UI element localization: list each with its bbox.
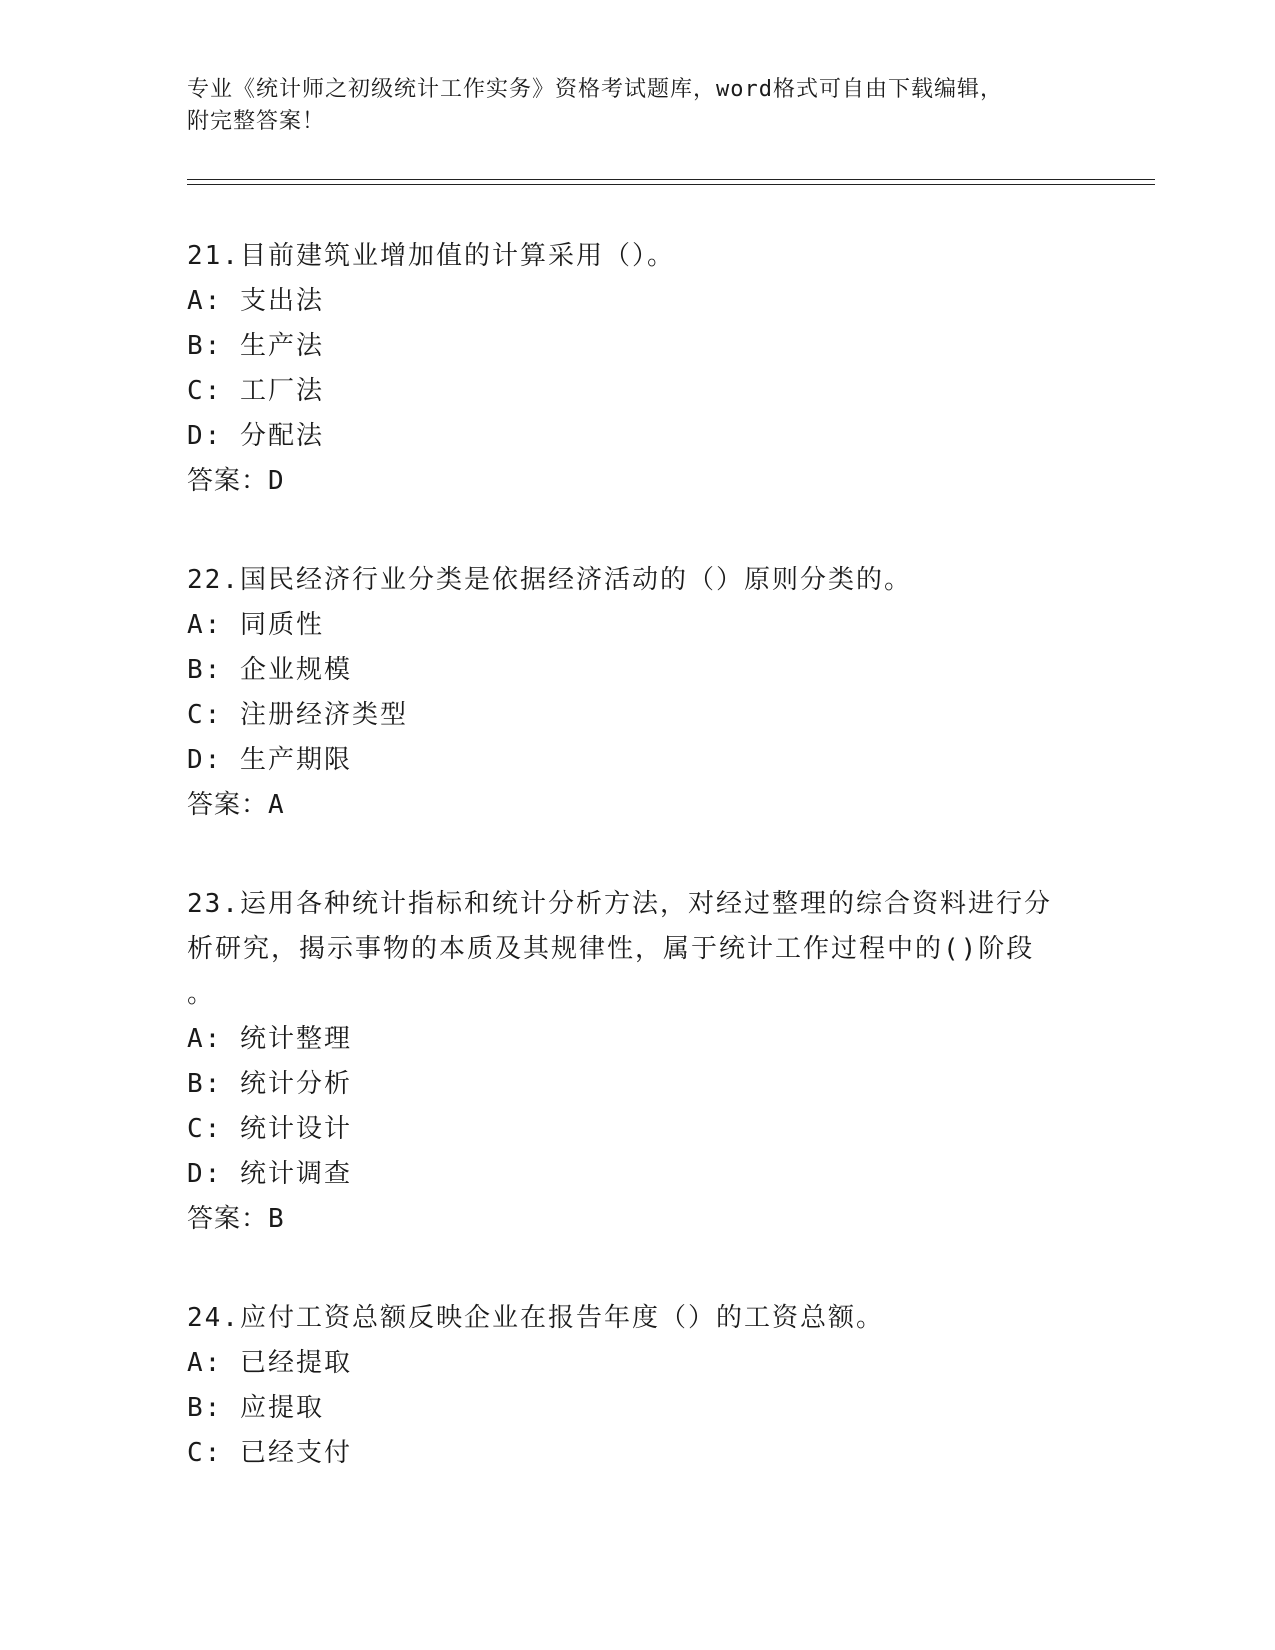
question-stem: 22.国民经济行业分类是依据经济活动的（）原则分类的。 <box>187 565 912 595</box>
option-a: A: 同质性 <box>187 610 324 640</box>
document-header <box>187 74 1087 138</box>
option-b: B: 统计分析 <box>187 1069 352 1099</box>
question-list <box>187 234 1087 1530</box>
option-a: A: 支出法 <box>187 286 324 316</box>
question-24 <box>187 1296 1087 1476</box>
option-b: B: 生产法 <box>187 331 324 361</box>
option-d: D: 统计调查 <box>187 1159 352 1189</box>
question-stem-line-1: 23.运用各种统计指标和统计分析方法，对经过整理的综合资料进行分 <box>187 889 1052 919</box>
question-21 <box>187 234 1087 504</box>
option-b: B: 应提取 <box>187 1393 324 1423</box>
answer-line: 答案：D <box>187 466 285 496</box>
option-c: C: 注册经济类型 <box>187 700 408 730</box>
header-line-2: 附完整答案！ <box>187 109 326 134</box>
option-b: B: 企业规模 <box>187 655 352 685</box>
option-a: A: 统计整理 <box>187 1024 352 1054</box>
question-stem: 24.应付工资总额反映企业在报告年度（）的工资总额。 <box>187 1303 884 1333</box>
question-stem-line-2: 析研究，揭示事物的本质及其规律性，属于统计工作过程中的()阶段 <box>187 934 1035 964</box>
header-divider-bottom <box>187 184 1155 185</box>
option-c: C: 统计设计 <box>187 1114 352 1144</box>
option-a: A: 已经提取 <box>187 1348 352 1378</box>
question-stem-line-3: 。 <box>187 979 216 1009</box>
header-divider-top <box>187 179 1155 180</box>
option-d: D: 生产期限 <box>187 745 352 775</box>
answer-line: 答案：B <box>187 1204 285 1234</box>
option-d: D: 分配法 <box>187 421 324 451</box>
answer-line: 答案：A <box>187 790 285 820</box>
question-23 <box>187 882 1087 1242</box>
question-stem: 21.目前建筑业增加值的计算采用（）。 <box>187 241 675 271</box>
header-line-1: 专业《统计师之初级统计工作实务》资格考试题库，word格式可自由下载编辑， <box>187 77 1003 102</box>
option-c: C: 工厂法 <box>187 376 324 406</box>
option-c: C: 已经支付 <box>187 1438 352 1468</box>
question-22 <box>187 558 1087 828</box>
